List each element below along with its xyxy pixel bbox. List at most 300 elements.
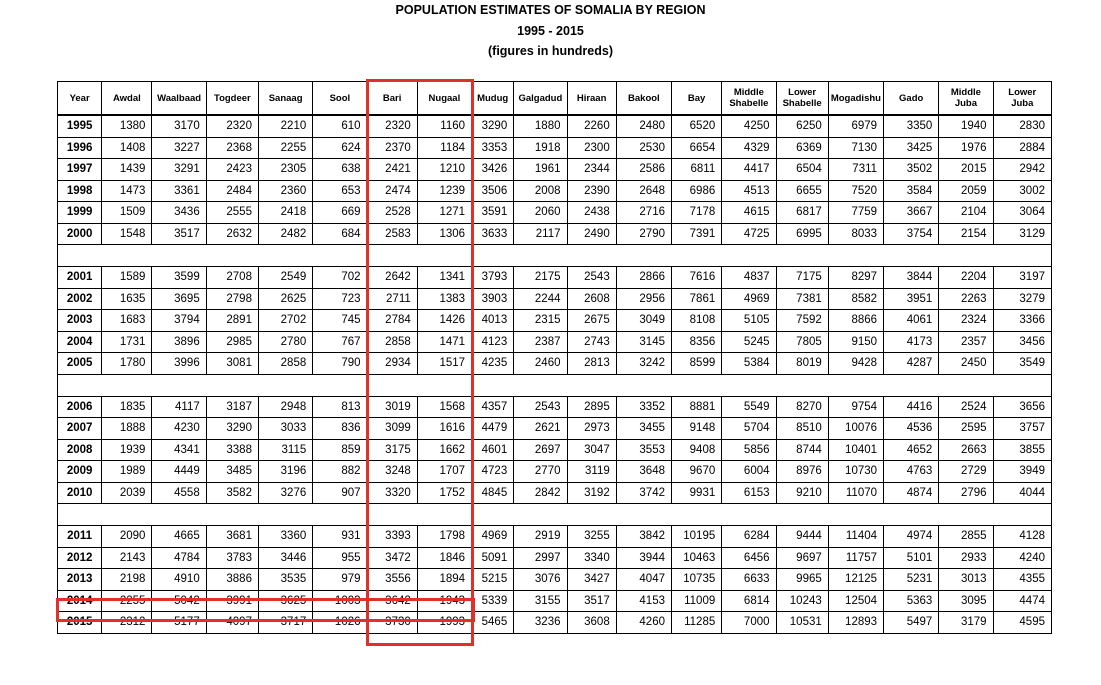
value-cell: 4969 [722,288,776,310]
value-cell: 7520 [828,180,883,202]
value-cell: 9408 [672,439,722,461]
value-cell: 4558 [152,482,206,504]
column-header [884,82,939,116]
value-cell: 3227 [152,137,206,159]
value-cell: 2855 [939,526,993,548]
value-cell: 9148 [672,418,722,440]
value-cell: 8866 [828,310,883,332]
value-cell: 2858 [258,353,312,375]
value-cell: 9210 [776,482,828,504]
table-row [58,439,1052,461]
value-cell: 3013 [939,569,993,591]
value-cell: 2390 [567,180,616,202]
value-cell: 3842 [616,526,671,548]
spacer-cell [102,245,152,267]
year-cell: 2000 [58,223,102,245]
value-cell: 2711 [367,288,417,310]
value-cell: 3047 [567,439,616,461]
value-cell: 9670 [672,461,722,483]
value-cell: 2796 [939,482,993,504]
spacer-cell [152,245,206,267]
table-row [58,159,1052,181]
value-cell: 7759 [828,202,883,224]
value-cell: 2418 [258,202,312,224]
value-cell: 790 [313,353,367,375]
value-cell: 4357 [472,396,514,418]
value-cell: 3517 [152,223,206,245]
value-cell: 2895 [567,396,616,418]
value-cell: 2956 [616,288,671,310]
value-cell: 6250 [776,115,828,137]
spacer-cell [776,504,828,526]
value-cell: 8033 [828,223,883,245]
value-cell: 4123 [472,331,514,353]
spacer-cell [828,245,883,267]
value-cell: 5856 [722,439,776,461]
value-cell: 3599 [152,267,206,289]
value-cell: 3276 [258,482,312,504]
value-cell: 7000 [722,612,776,634]
value-cell: 2790 [616,223,671,245]
value-cell: 2360 [258,180,312,202]
spacer-cell [616,504,671,526]
value-cell: 3129 [993,223,1051,245]
table-row [58,267,1052,289]
value-cell: 4763 [884,461,939,483]
value-cell: 5339 [472,590,514,612]
value-cell: 6633 [722,569,776,591]
column-header-line1: Togdeer [213,92,251,104]
value-cell: 684 [313,223,367,245]
value-cell: 2716 [616,202,671,224]
spacer-cell [367,374,417,396]
value-cell: 4047 [616,569,671,591]
value-cell: 3291 [152,159,206,181]
value-cell: 5042 [152,590,206,612]
value-cell: 5105 [722,310,776,332]
year-cell: 2011 [58,526,102,548]
value-cell: 11070 [828,482,883,504]
table-row [58,353,1052,375]
value-cell: 4723 [472,461,514,483]
value-cell: 3456 [993,331,1051,353]
table-row [58,180,1052,202]
year-cell: 2007 [58,418,102,440]
value-cell: 7805 [776,331,828,353]
value-cell: 5245 [722,331,776,353]
value-cell: 2320 [367,115,417,137]
column-header-line1: Middle [950,87,981,98]
value-cell: 3155 [514,590,567,612]
value-cell: 2015 [939,159,993,181]
value-cell: 1380 [102,115,152,137]
value-cell: 1589 [102,267,152,289]
value-cell: 638 [313,159,367,181]
value-cell: 1939 [102,439,152,461]
value-cell: 2450 [939,353,993,375]
value-cell: 4595 [993,612,1051,634]
group-spacer-row [58,374,1052,396]
column-header [722,82,776,116]
value-cell: 9150 [828,331,883,353]
value-cell: 3192 [567,482,616,504]
value-cell: 5384 [722,353,776,375]
value-cell: 767 [313,331,367,353]
value-cell: 5177 [152,612,206,634]
value-cell: 3582 [206,482,258,504]
value-cell: 3949 [993,461,1051,483]
value-cell: 2642 [367,267,417,289]
value-cell: 4235 [472,353,514,375]
value-cell: 2315 [514,310,567,332]
column-header-line1: Mogadishu [830,92,881,104]
value-cell: 3844 [884,267,939,289]
column-header-line1: Awdal [112,92,141,104]
value-cell: 2143 [102,547,152,569]
column-header-line1: Nugaal [428,92,461,104]
value-cell: 2482 [258,223,312,245]
spacer-cell [417,374,471,396]
column-header [939,82,993,116]
spacer-cell [417,504,471,526]
value-cell: 11757 [828,547,883,569]
value-cell: 3279 [993,288,1051,310]
value-cell: 1976 [939,137,993,159]
value-cell: 2530 [616,137,671,159]
spacer-cell [206,504,258,526]
year-cell: 2001 [58,267,102,289]
value-cell: 4474 [993,590,1051,612]
value-cell: 2300 [567,137,616,159]
value-cell: 1509 [102,202,152,224]
spacer-cell [313,374,367,396]
column-header-line1: Gado [899,92,924,104]
value-cell: 2263 [939,288,993,310]
column-header-line1: Bakool [628,92,660,104]
value-cell: 8744 [776,439,828,461]
value-cell: 3236 [514,612,567,634]
value-cell: 1993 [417,612,471,634]
value-cell: 2490 [567,223,616,245]
value-cell: 3187 [206,396,258,418]
value-cell: 6520 [672,115,722,137]
spacer-cell [367,245,417,267]
column-header [417,82,471,116]
value-cell: 4061 [884,310,939,332]
value-cell: 3996 [152,353,206,375]
table-row [58,115,1052,137]
value-cell: 624 [313,137,367,159]
column-header [616,82,671,116]
value-cell: 4536 [884,418,939,440]
value-cell: 3535 [258,569,312,591]
value-cell: 5215 [472,569,514,591]
value-cell: 2244 [514,288,567,310]
value-cell: 1989 [102,461,152,483]
value-cell: 3742 [616,482,671,504]
value-cell: 4230 [152,418,206,440]
value-cell: 3455 [616,418,671,440]
value-cell: 1548 [102,223,152,245]
value-cell: 5549 [722,396,776,418]
value-cell: 4784 [152,547,206,569]
value-cell: 1846 [417,547,471,569]
value-cell: 7391 [672,223,722,245]
value-cell: 3170 [152,115,206,137]
value-cell: 9965 [776,569,828,591]
value-cell: 3991 [206,590,258,612]
value-cell: 1918 [514,137,567,159]
value-cell: 7616 [672,267,722,289]
value-cell: 4355 [993,569,1051,591]
value-cell: 3095 [939,590,993,612]
value-cell: 9444 [776,526,828,548]
spacer-cell [58,374,102,396]
value-cell: 3115 [258,439,312,461]
value-cell: 4044 [993,482,1051,504]
value-cell: 2830 [993,115,1051,137]
spacer-cell [616,374,671,396]
value-cell: 2484 [206,180,258,202]
value-cell: 4449 [152,461,206,483]
spacer-cell [472,245,514,267]
value-cell: 4665 [152,526,206,548]
value-cell: 10730 [828,461,883,483]
value-cell: 1408 [102,137,152,159]
value-cell: 6456 [722,547,776,569]
value-cell: 4874 [884,482,939,504]
table-row [58,612,1052,634]
value-cell: 7861 [672,288,722,310]
value-cell: 1184 [417,137,471,159]
value-cell: 1439 [102,159,152,181]
value-cell: 3099 [367,418,417,440]
year-cell: 1995 [58,115,102,137]
group-spacer-row [58,504,1052,526]
value-cell: 5101 [884,547,939,569]
value-cell: 6817 [776,202,828,224]
column-header-line1: Waalbaad [157,92,202,104]
value-cell: 2858 [367,331,417,353]
value-cell: 2842 [514,482,567,504]
value-cell: 7175 [776,267,828,289]
value-cell: 2175 [514,267,567,289]
value-cell: 3793 [472,267,514,289]
spacer-cell [722,504,776,526]
value-cell: 8108 [672,310,722,332]
column-header [367,82,417,116]
value-cell: 1160 [417,115,471,137]
value-cell: 9931 [672,482,722,504]
value-cell: 610 [313,115,367,137]
year-cell: 2004 [58,331,102,353]
column-header [993,82,1051,116]
table-row [58,223,1052,245]
value-cell: 4513 [722,180,776,202]
value-cell: 3350 [884,115,939,137]
value-cell: 10076 [828,418,883,440]
column-header-line1: Sool [329,92,351,104]
value-cell: 3175 [367,439,417,461]
value-cell: 2039 [102,482,152,504]
value-cell: 6504 [776,159,828,181]
value-cell: 2625 [258,288,312,310]
value-cell: 2370 [367,137,417,159]
value-cell: 3248 [367,461,417,483]
value-cell: 1210 [417,159,471,181]
value-cell: 4173 [884,331,939,353]
value-cell: 6995 [776,223,828,245]
value-cell: 1026 [313,612,367,634]
value-cell: 2973 [567,418,616,440]
value-cell: 3145 [616,331,671,353]
value-cell: 2621 [514,418,567,440]
spacer-cell [313,504,367,526]
value-cell: 4153 [616,590,671,612]
spacer-cell [258,245,312,267]
value-cell: 5497 [884,612,939,634]
value-cell: 2090 [102,526,152,548]
value-cell: 9697 [776,547,828,569]
value-cell: 3426 [472,159,514,181]
column-header [258,82,312,116]
value-cell: 3730 [367,612,417,634]
table-row [58,461,1052,483]
column-header-line1: Middle [733,87,764,98]
spacer-cell [616,245,671,267]
year-cell: 2002 [58,288,102,310]
value-cell: 3361 [152,180,206,202]
value-cell: 2543 [514,396,567,418]
value-cell: 8356 [672,331,722,353]
value-cell: 3290 [472,115,514,137]
year-cell: 2005 [58,353,102,375]
value-cell: 3064 [993,202,1051,224]
spacer-cell [152,504,206,526]
value-cell: 745 [313,310,367,332]
value-cell: 12893 [828,612,883,634]
value-cell: 2260 [567,115,616,137]
value-cell: 4416 [884,396,939,418]
value-cell: 2608 [567,288,616,310]
value-cell: 4601 [472,439,514,461]
value-cell: 3425 [884,137,939,159]
spacer-cell [939,504,993,526]
value-cell: 4240 [993,547,1051,569]
column-header [313,82,367,116]
column-header-line1: Year [69,92,90,104]
value-cell: 669 [313,202,367,224]
value-cell: 3896 [152,331,206,353]
value-cell: 2198 [102,569,152,591]
value-cell: 3556 [367,569,417,591]
value-cell: 931 [313,526,367,548]
spacer-cell [258,374,312,396]
value-cell: 4974 [884,526,939,548]
value-cell: 2919 [514,526,567,548]
value-cell: 3019 [367,396,417,418]
spacer-cell [206,374,258,396]
value-cell: 3553 [616,439,671,461]
spacer-cell [993,374,1051,396]
value-cell: 2204 [939,267,993,289]
value-cell: 9754 [828,396,883,418]
value-cell: 3633 [472,223,514,245]
year-cell: 1998 [58,180,102,202]
value-cell: 2675 [567,310,616,332]
value-cell: 3681 [206,526,258,548]
column-header-line2: Shabelle [729,98,769,109]
value-cell: 3584 [884,180,939,202]
value-cell: 11404 [828,526,883,548]
value-cell: 6284 [722,526,776,548]
value-cell: 6369 [776,137,828,159]
value-cell: 10243 [776,590,828,612]
value-cell: 723 [313,288,367,310]
value-cell: 1961 [514,159,567,181]
column-header-line1: Hiraan [576,92,607,104]
value-cell: 2060 [514,202,567,224]
value-cell: 4910 [152,569,206,591]
value-cell: 4969 [472,526,514,548]
spacer-cell [58,504,102,526]
value-cell: 2743 [567,331,616,353]
value-cell: 2702 [258,310,312,332]
value-cell: 979 [313,569,367,591]
value-cell: 3033 [258,418,312,440]
value-cell: 2312 [102,612,152,634]
value-cell: 1473 [102,180,152,202]
spacer-cell [776,245,828,267]
value-cell: 6979 [828,115,883,137]
year-cell: 2010 [58,482,102,504]
value-cell: 2154 [939,223,993,245]
value-cell: 2884 [993,137,1051,159]
spacer-cell [313,245,367,267]
value-cell: 955 [313,547,367,569]
value-cell: 1880 [514,115,567,137]
value-cell: 5091 [472,547,514,569]
value-cell: 2387 [514,331,567,353]
value-cell: 836 [313,418,367,440]
value-cell: 3549 [993,353,1051,375]
column-header-line1: Galgadud [518,92,563,104]
table-row [58,137,1052,159]
column-header [567,82,616,116]
value-cell: 4652 [884,439,939,461]
value-cell: 1239 [417,180,471,202]
value-cell: 4725 [722,223,776,245]
value-cell: 8019 [776,353,828,375]
column-header-line1: Mudug [477,92,509,104]
value-cell: 1798 [417,526,471,548]
spacer-cell [102,374,152,396]
value-cell: 3353 [472,137,514,159]
value-cell: 2648 [616,180,671,202]
value-cell: 3608 [567,612,616,634]
value-cell: 4250 [722,115,776,137]
column-header-line1: Lower [1008,87,1037,98]
column-header [828,82,883,116]
value-cell: 1731 [102,331,152,353]
spacer-cell [672,374,722,396]
value-cell: 4260 [616,612,671,634]
table-row [58,547,1052,569]
value-cell: 1707 [417,461,471,483]
value-cell: 4329 [722,137,776,159]
value-cell: 4479 [472,418,514,440]
value-cell: 2524 [939,396,993,418]
